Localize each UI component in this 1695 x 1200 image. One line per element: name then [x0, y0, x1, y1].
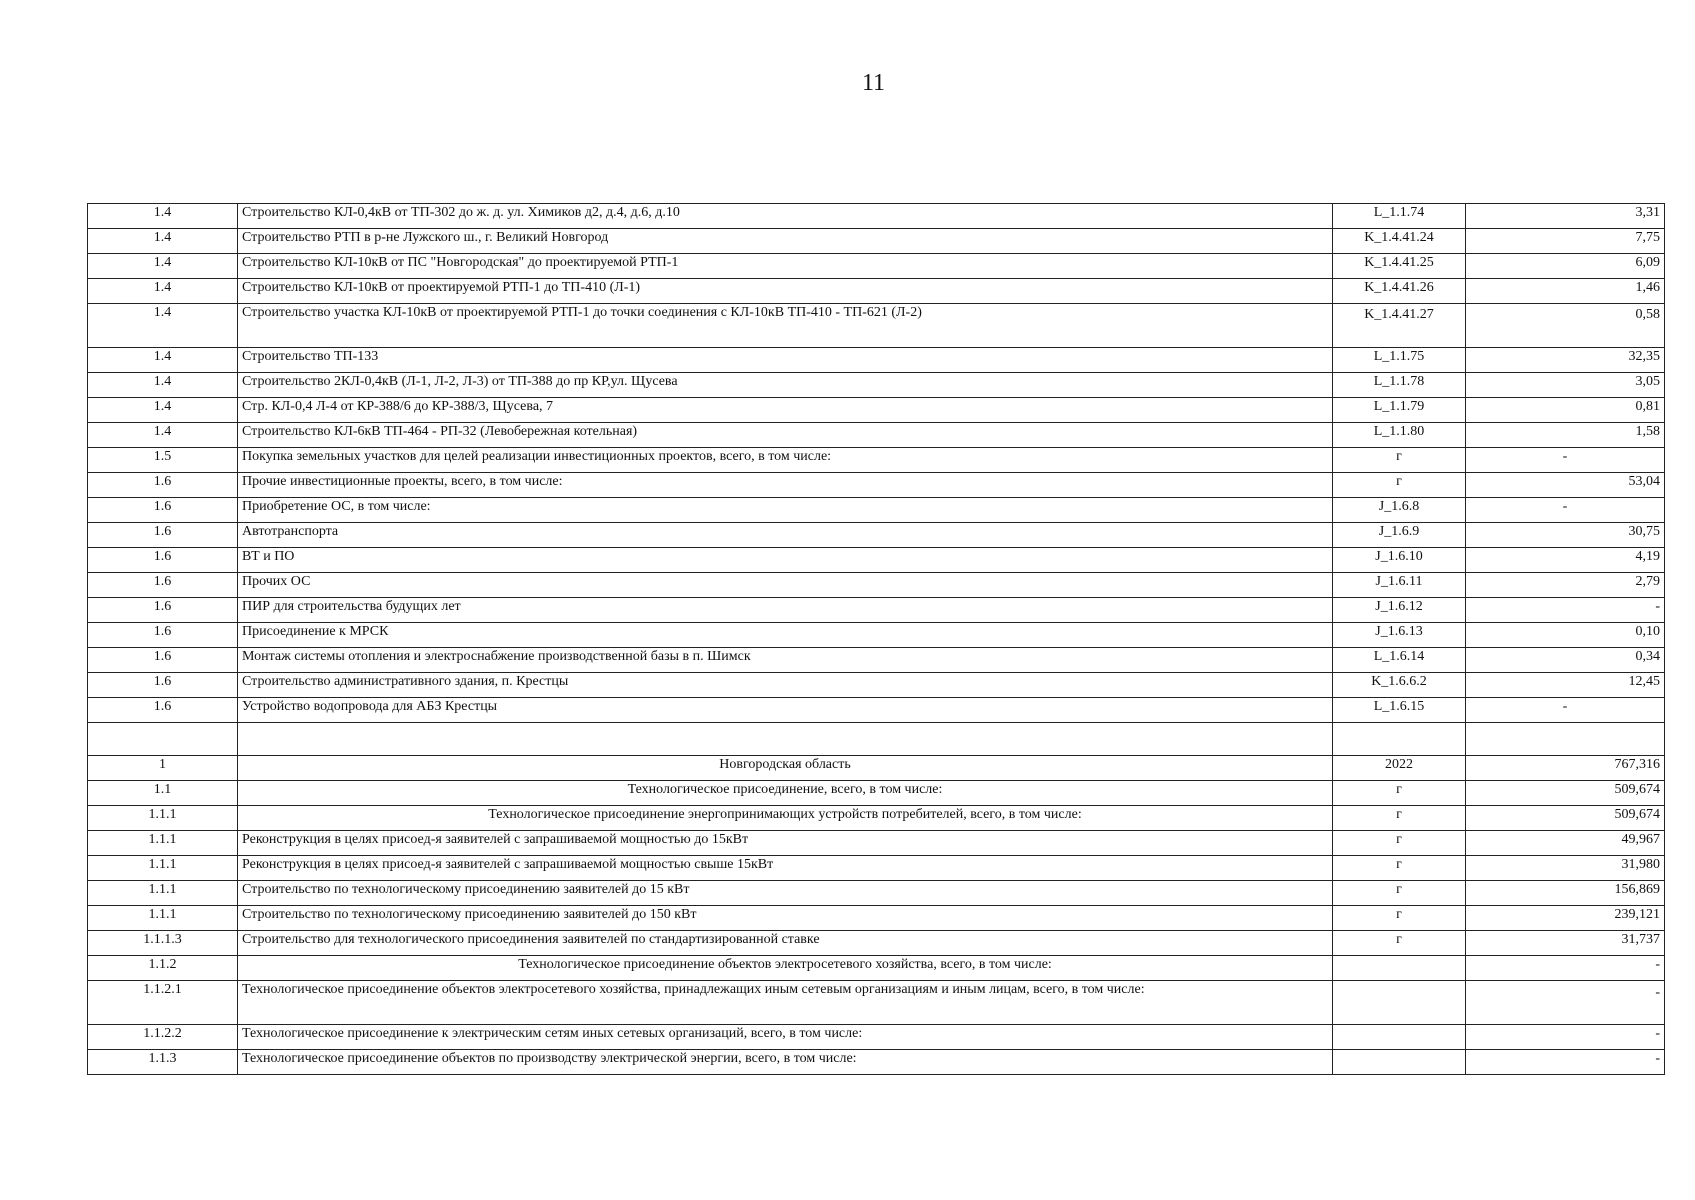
row-value [1466, 723, 1665, 756]
row-value: 3,31 [1466, 204, 1665, 229]
row-number: 1.4 [88, 279, 238, 304]
table-row [88, 1050, 1665, 1075]
row-number: 1.6 [88, 548, 238, 573]
row-code: J_1.6.9 [1333, 523, 1466, 548]
row-name: Строительство РТП в р-не Лужского ш., г. Великий Новгород [238, 229, 1333, 254]
row-name: Технологическое присоединение объектов электросетевого хозяйства, принадлежащих иным сетевым организациям и иным лицам, всего, в том числе: [238, 981, 1333, 1025]
table-row [88, 906, 1665, 931]
row-name: Строительство участка КЛ-10кВ от проектируемой РТП-1 до точки соединения с КЛ-10кВ ТП-410 - ТП-621 (Л-2) [238, 304, 1333, 348]
row-number: 1.6 [88, 648, 238, 673]
row-name: Стр. КЛ-0,4 Л-4 от КР-388/6 до КР-388/3, Щусева, 7 [238, 398, 1333, 423]
row-number: 1.6 [88, 673, 238, 698]
row-value: 0,58 [1466, 304, 1665, 348]
row-code: K_1.4.41.24 [1333, 229, 1466, 254]
table-row [88, 673, 1665, 698]
row-code: г [1333, 931, 1466, 956]
row-code: г [1333, 906, 1466, 931]
row-number: 1.1.2.1 [88, 981, 238, 1025]
row-name: Строительство по технологическому присоединению заявителей до 15 кВт [238, 881, 1333, 906]
row-code: K_1.4.41.27 [1333, 304, 1466, 348]
row-value: 7,75 [1466, 229, 1665, 254]
table-row [88, 806, 1665, 831]
row-name: Технологическое присоединение к электрическим сетям иных сетевых организаций, всего, в том числе: [238, 1025, 1333, 1050]
row-name: Строительство КЛ-10кВ от проектируемой РТП-1 до ТП-410 (Л-1) [238, 279, 1333, 304]
row-code: J_1.6.10 [1333, 548, 1466, 573]
row-code [1333, 956, 1466, 981]
row-value: 767,316 [1466, 756, 1665, 781]
row-number: 1.6 [88, 523, 238, 548]
row-number: 1.4 [88, 254, 238, 279]
row-value: 1,46 [1466, 279, 1665, 304]
row-number: 1.1 [88, 781, 238, 806]
investment-table [87, 203, 1665, 1075]
row-name: ВТ и ПО [238, 548, 1333, 573]
row-name: Автотранспорта [238, 523, 1333, 548]
table-row [88, 254, 1665, 279]
row-code: L_1.1.74 [1333, 204, 1466, 229]
row-name: Монтаж системы отопления и электроснабжение производственной базы в п. Шимск [238, 648, 1333, 673]
row-value: 30,75 [1466, 523, 1665, 548]
table-row [88, 931, 1665, 956]
table-row [88, 781, 1665, 806]
row-number: 1.1.1 [88, 806, 238, 831]
row-name: Присоединение к МРСК [238, 623, 1333, 648]
row-code: 2022 [1333, 756, 1466, 781]
row-number: 1 [88, 756, 238, 781]
row-code [1333, 981, 1466, 1025]
row-code: г [1333, 448, 1466, 473]
row-value: 4,19 [1466, 548, 1665, 573]
row-value: 0,81 [1466, 398, 1665, 423]
table-row [88, 498, 1665, 523]
row-name [238, 723, 1333, 756]
table-row [88, 204, 1665, 229]
row-code: г [1333, 806, 1466, 831]
row-value: - [1466, 956, 1665, 981]
table-row [88, 573, 1665, 598]
row-value: 12,45 [1466, 673, 1665, 698]
row-value: 53,04 [1466, 473, 1665, 498]
row-code: J_1.6.11 [1333, 573, 1466, 598]
row-number: 1.1.1 [88, 881, 238, 906]
row-name: Реконструкция в целях присоед-я заявителей с запрашиваемой мощностью до 15кВт [238, 831, 1333, 856]
row-value: 32,35 [1466, 348, 1665, 373]
row-number: 1.6 [88, 498, 238, 523]
row-number: 1.6 [88, 698, 238, 723]
row-value: 509,674 [1466, 781, 1665, 806]
table-row [88, 756, 1665, 781]
row-number: 1.1.3 [88, 1050, 238, 1075]
row-number: 1.6 [88, 473, 238, 498]
table-row [88, 304, 1665, 348]
row-value: 31,980 [1466, 856, 1665, 881]
table-row [88, 981, 1665, 1025]
row-number: 1.4 [88, 304, 238, 348]
row-code [1333, 1050, 1466, 1075]
row-number: 1.4 [88, 373, 238, 398]
row-name: Приобретение ОС, в том числе: [238, 498, 1333, 523]
row-code: K_1.4.41.25 [1333, 254, 1466, 279]
row-name: Строительство административного здания, п. Крестцы [238, 673, 1333, 698]
row-value: - [1466, 448, 1665, 473]
row-name: Строительство КЛ-10кВ от ПС "Новгородская" до проектируемой РТП-1 [238, 254, 1333, 279]
table-row [88, 348, 1665, 373]
row-value: 1,58 [1466, 423, 1665, 448]
row-value: - [1466, 1025, 1665, 1050]
table-row [88, 956, 1665, 981]
row-value: 49,967 [1466, 831, 1665, 856]
table-row [88, 881, 1665, 906]
table-row [88, 548, 1665, 573]
row-code: K_1.6.6.2 [1333, 673, 1466, 698]
row-number: 1.6 [88, 598, 238, 623]
row-code: L_1.1.80 [1333, 423, 1466, 448]
row-value: - [1466, 981, 1665, 1025]
table-row [88, 698, 1665, 723]
row-number: 1.5 [88, 448, 238, 473]
row-name: Технологическое присоединение, всего, в том числе: [238, 781, 1333, 806]
table-row [88, 423, 1665, 448]
row-number: 1.4 [88, 398, 238, 423]
row-number: 1.6 [88, 623, 238, 648]
row-name: Строительство ТП-133 [238, 348, 1333, 373]
row-code: L_1.6.14 [1333, 648, 1466, 673]
row-code: г [1333, 856, 1466, 881]
table-row [88, 279, 1665, 304]
row-number: 1.4 [88, 204, 238, 229]
row-code: L_1.1.75 [1333, 348, 1466, 373]
row-value: 239,121 [1466, 906, 1665, 931]
row-code: J_1.6.13 [1333, 623, 1466, 648]
row-name: Прочих ОС [238, 573, 1333, 598]
row-code: L_1.1.79 [1333, 398, 1466, 423]
row-name: Строительство КЛ-6кВ ТП-464 - РП-32 (Левобережная котельная) [238, 423, 1333, 448]
row-value: 509,674 [1466, 806, 1665, 831]
row-name: Строительство по технологическому присоединению заявителей до 150 кВт [238, 906, 1333, 931]
table-row [88, 623, 1665, 648]
row-number: 1.4 [88, 348, 238, 373]
row-name: Строительство для технологического присоединения заявителей по стандартизированной ставке [238, 931, 1333, 956]
row-value: - [1466, 698, 1665, 723]
row-number [88, 723, 238, 756]
row-name: Технологическое присоединение объектов электросетевого хозяйства, всего, в том числе: [238, 956, 1333, 981]
row-code: г [1333, 781, 1466, 806]
row-code: L_1.1.78 [1333, 373, 1466, 398]
row-code: г [1333, 831, 1466, 856]
row-name: Строительство КЛ-0,4кВ от ТП-302 до ж. д. ул. Химиков д2, д.4, д.6, д.10 [238, 204, 1333, 229]
table-row [88, 1025, 1665, 1050]
row-code: K_1.4.41.26 [1333, 279, 1466, 304]
table-row [88, 373, 1665, 398]
row-code: L_1.6.15 [1333, 698, 1466, 723]
empty-row [88, 723, 1665, 756]
table-row [88, 856, 1665, 881]
row-value: 31,737 [1466, 931, 1665, 956]
row-value: - [1466, 498, 1665, 523]
row-code [1333, 723, 1466, 756]
row-number: 1.1.1.3 [88, 931, 238, 956]
row-code [1333, 1025, 1466, 1050]
row-value: - [1466, 1050, 1665, 1075]
row-name: Устройство водопровода для АБЗ Крестцы [238, 698, 1333, 723]
table-row [88, 473, 1665, 498]
table-row [88, 598, 1665, 623]
row-value: 0,10 [1466, 623, 1665, 648]
row-number: 1.1.1 [88, 906, 238, 931]
row-number: 1.1.1 [88, 831, 238, 856]
row-value: 0,34 [1466, 648, 1665, 673]
row-name: ПИР для строительства будущих лет [238, 598, 1333, 623]
row-value: 6,09 [1466, 254, 1665, 279]
table-row [88, 648, 1665, 673]
row-name: Покупка земельных участков для целей реализации инвестиционных проектов, всего, в том числе: [238, 448, 1333, 473]
row-number: 1.4 [88, 423, 238, 448]
row-name: Строительство 2КЛ-0,4кВ (Л-1, Л-2, Л-3) от ТП-388 до пр КР,ул. Щусева [238, 373, 1333, 398]
table-row [88, 523, 1665, 548]
row-code: г [1333, 881, 1466, 906]
row-name: Реконструкция в целях присоед-я заявителей с запрашиваемой мощностью свыше 15кВт [238, 856, 1333, 881]
table-row [88, 448, 1665, 473]
row-number: 1.1.2 [88, 956, 238, 981]
row-code: г [1333, 473, 1466, 498]
row-name: Новгородская область [238, 756, 1333, 781]
row-code: J_1.6.12 [1333, 598, 1466, 623]
row-number: 1.1.2.2 [88, 1025, 238, 1050]
row-value: 3,05 [1466, 373, 1665, 398]
row-number: 1.1.1 [88, 856, 238, 881]
row-number: 1.4 [88, 229, 238, 254]
page-number: 11 [861, 70, 886, 96]
row-value: 2,79 [1466, 573, 1665, 598]
table-row [88, 229, 1665, 254]
table-row [88, 831, 1665, 856]
row-value: - [1466, 598, 1665, 623]
table-row [88, 398, 1665, 423]
row-name: Прочие инвестиционные проекты, всего, в том числе: [238, 473, 1333, 498]
row-value: 156,869 [1466, 881, 1665, 906]
row-name: Технологическое присоединение объектов по производству электрической энергии, всего, в том числе: [238, 1050, 1333, 1075]
row-name: Технологическое присоединение энергопринимающих устройств потребителей, всего, в том числе: [238, 806, 1333, 831]
row-number: 1.6 [88, 573, 238, 598]
row-code: J_1.6.8 [1333, 498, 1466, 523]
